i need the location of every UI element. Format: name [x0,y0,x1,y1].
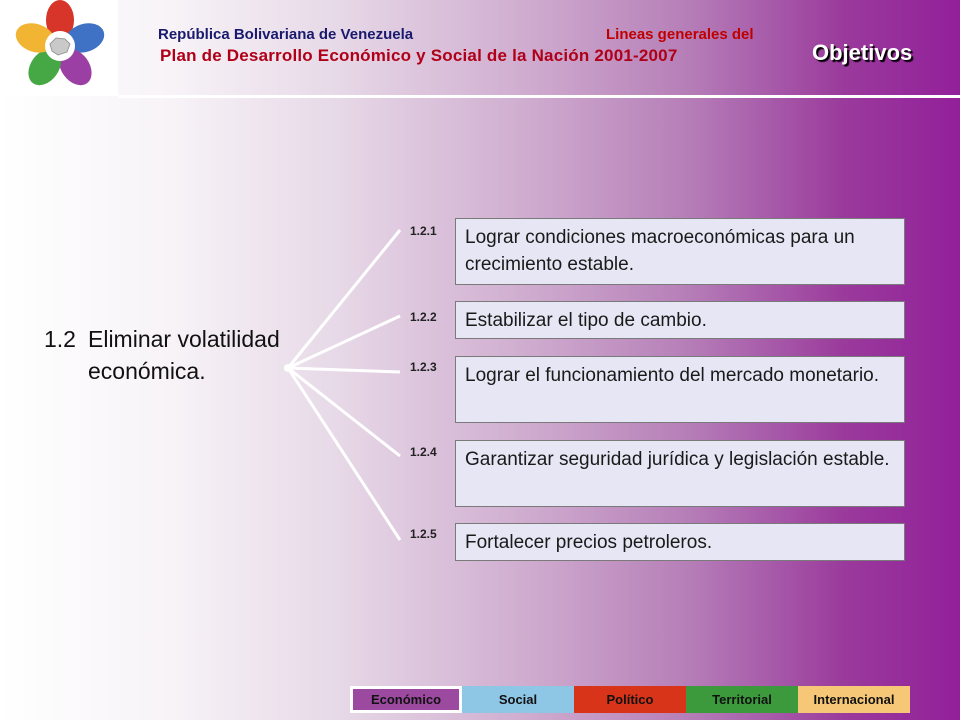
section-label: Objetivos [812,40,913,65]
nav-economico-button[interactable]: Económico [350,686,462,713]
connector-line [288,368,400,456]
item-code: 1.2.5 [410,527,437,541]
item-code: 1.2.3 [410,360,437,374]
item-code: 1.2.2 [410,310,437,324]
objective-item-box: Lograr el funcionamiento del mercado monetario. [455,356,905,423]
connector-line [288,368,400,372]
header-plan-title: Plan de Desarrollo Económico y Social de la Nación 2001-2007 [160,46,678,65]
objective-item-box: Garantizar seguridad jurídica y legislación estable. [455,440,905,507]
item-code: 1.2.4 [410,445,437,459]
objective-text: Eliminar volatilidad económica. [88,326,280,384]
header-country: República Bolivariana de Venezuela [158,26,414,43]
objective-number: 1.2 [44,326,76,352]
connector-hub [284,364,292,372]
nav-social-button[interactable]: Social [462,686,574,713]
section-nav [350,686,910,713]
nav-internacional-button[interactable]: Internacional [798,686,910,713]
item-code: 1.2.1 [410,224,437,238]
nav-territorial-button[interactable]: Territorial [686,686,798,713]
objective-item-box: Fortalecer precios petroleros. [455,523,905,561]
connector-line [288,316,400,368]
nav-politico-button[interactable]: Político [574,686,686,713]
objective-item-box: Estabilizar el tipo de cambio. [455,301,905,339]
objective-item-box: Lograr condiciones macroeconómicas para un crecimiento estable. [455,218,905,285]
connector-line [288,368,400,540]
connector-line [288,230,400,368]
header-subtitle: Lineas generales del [606,26,754,43]
